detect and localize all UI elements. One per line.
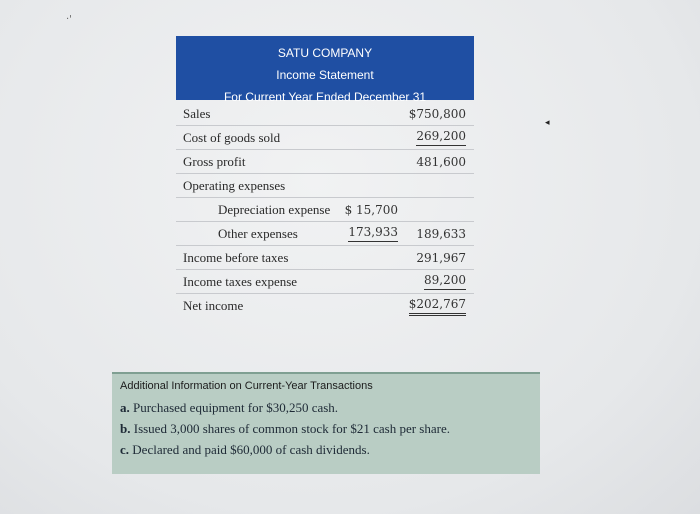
row-label: Sales [183,106,211,121]
row-net-income [176,296,474,316]
list-item [120,439,532,460]
item-letter: a. [120,400,130,415]
row-label: Net income [183,298,244,313]
statement-header [176,36,474,104]
row-label: Cost of goods sold [183,130,281,145]
row-divider [176,197,474,198]
row-amount: $750,800 [408,107,466,121]
row-mid-amount: 173,933 [348,224,398,242]
speck-mark: ·' [66,14,72,25]
row-divider [176,221,474,222]
row-label: Other expenses [218,226,298,241]
row-divider [176,269,474,270]
row-depreciation [176,200,474,220]
row-income-before-taxes [176,248,474,268]
row-divider [176,293,474,294]
cursor-icon: ◂ [545,118,550,128]
row-divider [176,245,474,246]
item-text: Purchased equipment for $30,250 cash. [133,400,339,415]
row-amount: 269,200 [416,128,466,146]
row-amount: $202,767 [409,296,466,316]
row-label: Income taxes expense [183,274,298,289]
statement-title: Income Statement [276,68,374,82]
row-label: Operating expenses [183,178,286,193]
additional-info-title: Additional Information on Current-Year Transactions [120,380,373,392]
row-label: Income before taxes [183,250,289,265]
statement-period: For Current Year Ended December 31 [223,90,427,104]
row-amount: 291,967 [416,251,466,265]
income-statement [176,36,474,320]
row-amount: 481,600 [416,155,466,169]
row-mid-amount: $ 15,700 [344,203,398,217]
company-name: SATU COMPANY [277,46,373,60]
row-cogs [176,128,474,148]
row-divider [176,149,474,150]
item-text: Issued 3,000 shares of common stock for $21 cash per share. [133,421,450,436]
row-divider [176,173,474,174]
row-amount: 189,633 [416,227,466,241]
item-letter: c. [120,442,130,457]
additional-info-box [112,372,540,474]
row-gross-profit [176,152,474,172]
list-item [120,397,532,418]
row-income-taxes [176,272,474,292]
row-amount: 89,200 [424,272,466,290]
item-letter: b. [120,421,131,436]
row-label: Depreciation expense [218,202,331,217]
row-sales [176,104,474,124]
row-other-expenses [176,224,474,244]
statement-body [176,100,474,320]
row-divider [176,125,474,126]
list-item [120,418,532,439]
item-text: Declared and paid $60,000 of cash dividends. [132,442,370,457]
row-label: Gross profit [183,154,246,169]
row-operating-expenses [176,176,474,196]
